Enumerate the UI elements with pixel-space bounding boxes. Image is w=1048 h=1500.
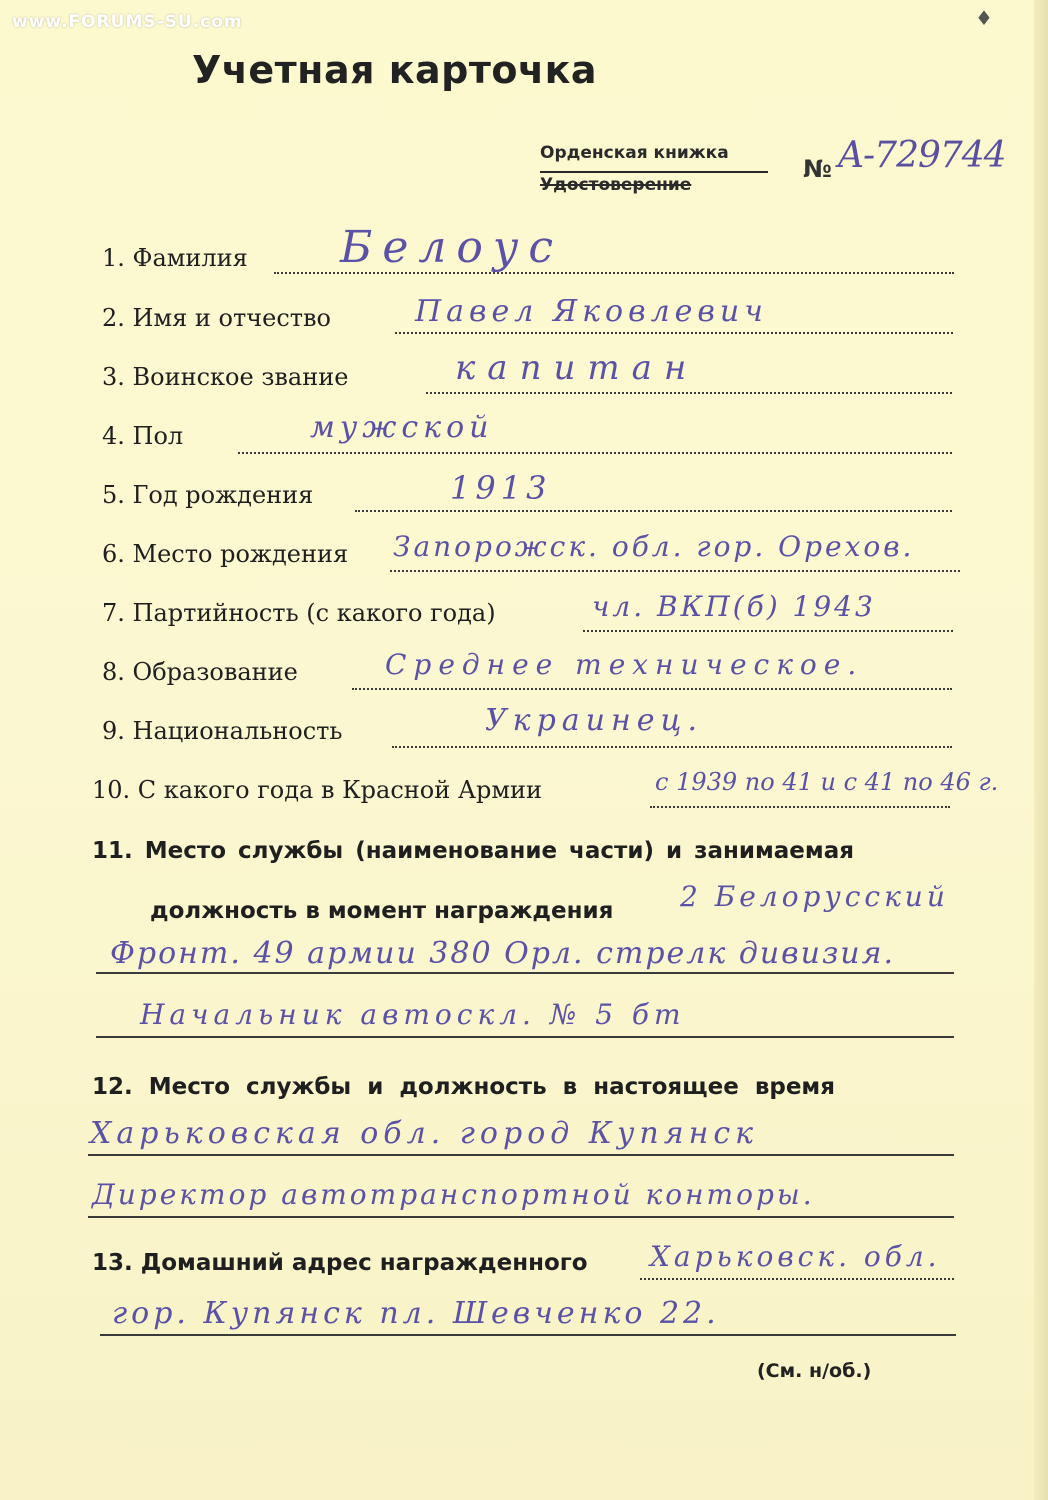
field-line-birthplace [390,570,960,572]
field-line-army-since [650,806,950,808]
field-label-current-service: 12. Место службы и должность в настоящее время [92,1074,836,1100]
field-label-unit-line2: должность в момент награждения [150,898,614,924]
field-value-current-line1: Харьковская обл. город Купянск [90,1116,759,1151]
field-value-unit-line1: 2 Белорусский [680,880,949,913]
field-label-birthplace: 6. Место рождения [102,540,349,568]
field-line-rank [426,392,952,394]
field-label-birth-year: 5. Год рождения [102,481,314,509]
field-line-education [352,688,952,690]
corner-mark: ♦ [975,6,993,30]
field-label-education: 8. Образование [102,658,298,686]
field-line-unit-1 [96,972,954,974]
order-book-label: Орденская книжка [540,143,729,163]
paper-edge [1034,0,1048,1500]
field-line-current-2 [88,1216,954,1218]
field-value-army-since: с 1939 по 41 и с 41 по 46 г. [655,768,999,796]
field-value-surname: Белоус [340,222,564,273]
field-value-current-line2: Директор автотранспортной конторы. [92,1178,815,1211]
field-value-unit-line2: Фронт. 49 армии 380 Орл. стрелк дивизия. [110,936,896,971]
field-value-education: Среднее техническое. [385,648,864,681]
see-reverse-note: (См. н/об.) [757,1360,872,1382]
field-value-sex: мужской [310,410,494,445]
field-line-address-1 [640,1278,954,1280]
field-value-rank: капитан [455,348,699,388]
field-line-current-1 [88,1154,954,1156]
field-line-nationality [392,746,952,748]
field-label-surname: 1. Фамилия [102,244,248,272]
field-value-address-line2: гор. Купянск пл. Шевченко 22. [112,1296,720,1331]
field-label-rank: 3. Воинское звание [102,363,349,391]
field-value-address-line1: Харьковск. обл. [650,1240,941,1273]
field-value-birth-year: 1913 [450,469,552,507]
field-line-address-2 [100,1334,956,1336]
certificate-label-struck: Удостоверение [540,175,692,195]
field-label-unit-line1: 11. Место службы (наименование части) и занимаемая [92,838,854,864]
doc-type-divider [540,171,768,173]
field-label-home-address: 13. Домашний адрес награжденного [92,1250,588,1276]
order-book-number: A-729744 [838,135,1006,176]
field-line-name [395,332,953,334]
field-value-party: чл. ВКП(б) 1943 [592,590,876,623]
field-line-birth-year [355,510,952,512]
number-label: № [803,155,832,183]
field-label-nationality: 9. Национальность [102,717,343,745]
field-label-party: 7. Партийность (с какого года) [102,599,496,627]
field-label-name: 2. Имя и отчество [102,304,331,332]
watermark: www.FORUMS-SU.com [12,12,243,32]
field-line-party [583,630,953,632]
field-line-unit-2 [96,1036,954,1038]
field-value-unit-line3: Начальник автоскл. № 5 бт [140,998,686,1031]
field-value-nationality: Украинец. [485,703,703,738]
field-label-army-since: 10. С какого года в Красной Армии [92,776,543,804]
field-line-sex [238,452,952,454]
field-value-birthplace: Запорожск. обл. гор. Орехов. [393,530,915,563]
field-value-name: Павел Яковлевич [415,294,768,329]
field-label-sex: 4. Пол [102,422,184,450]
page-title: Учетная карточка [192,48,597,92]
